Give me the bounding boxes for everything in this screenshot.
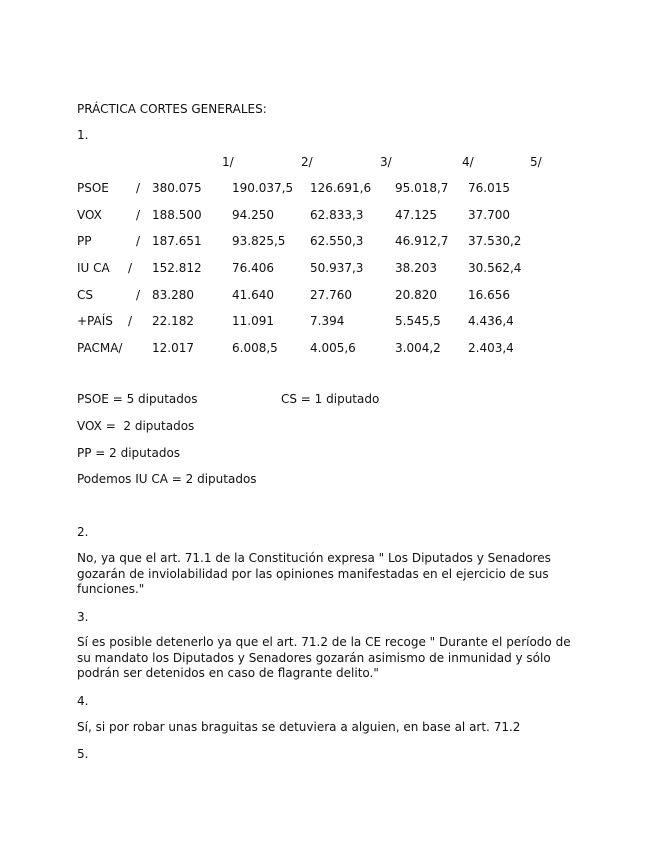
- quotient-1: 41.640: [232, 288, 274, 302]
- divisor-4: 4/: [462, 155, 474, 169]
- votes: 83.280: [152, 288, 194, 302]
- party-name: PP: [77, 234, 92, 248]
- quotient-2: 7.394: [310, 314, 345, 328]
- party-name: CS: [77, 288, 93, 302]
- divisor-2: 2/: [301, 155, 313, 169]
- question-1-number: 1.: [77, 128, 89, 142]
- document-title: PRÁCTICA CORTES GENERALES:: [77, 102, 267, 116]
- quotient-4: 37.700: [468, 208, 510, 222]
- quotient-1: 93.825,5: [232, 234, 286, 248]
- separator: /: [128, 314, 133, 328]
- party-name: PSOE: [77, 181, 109, 195]
- divisor-3: 3/: [380, 155, 392, 169]
- votes: 380.075: [152, 181, 202, 195]
- quotient-4: 4.436,4: [468, 314, 514, 328]
- question-4-answer: Sí, si por robar unas braguitas se detuviera a alguien, en base al art. 71.2: [77, 720, 521, 734]
- votes: 188.500: [152, 208, 202, 222]
- quotient-3: 38.203: [395, 261, 437, 275]
- party-name: PACMA/: [77, 341, 123, 355]
- votes: 187.651: [152, 234, 202, 248]
- quotient-2: 62.550,3: [310, 234, 364, 248]
- separator: /: [136, 234, 141, 248]
- quotient-2: 50.937,3: [310, 261, 364, 275]
- quotient-4: 30.562,4: [468, 261, 522, 275]
- quotient-1: 6.008,5: [232, 341, 278, 355]
- quotient-2: 126.691,6: [310, 181, 372, 195]
- quotient-3: 5.545,5: [395, 314, 441, 328]
- result-vox: VOX = 2 diputados: [77, 419, 195, 433]
- quotient-2: 4.005,6: [310, 341, 356, 355]
- question-3-answer: Sí es posible detenerlo ya que el art. 71.2 de la CE recoge " Durante el período de su mandato los Diputados y Senadores gozarán asimismo de inmunidad y sólo podrán ser detenidos en caso de flagrante delito.": [77, 635, 571, 680]
- result-psoe: PSOE = 5 diputados: [77, 392, 198, 406]
- question-5-number: 5.: [77, 747, 89, 761]
- votes: 22.182: [152, 314, 194, 328]
- divisor-1: 1/: [222, 155, 234, 169]
- result-pp: PP = 2 diputados: [77, 446, 181, 460]
- result-podemos: Podemos IU CA = 2 diputados: [77, 472, 257, 486]
- quotient-3: 20.820: [395, 288, 437, 302]
- quotient-3: 95.018,7: [395, 181, 449, 195]
- quotient-2: 62.833,3: [310, 208, 364, 222]
- party-name: IU CA: [77, 261, 110, 275]
- quotient-3: 46.912,7: [395, 234, 449, 248]
- quotient-3: 47.125: [395, 208, 437, 222]
- quotient-4: 2.403,4: [468, 341, 514, 355]
- quotient-1: 76.406: [232, 261, 274, 275]
- question-2-answer: No, ya que el art. 71.1 de la Constitución expresa " Los Diputados y Senadores gozarán de inviolabilidad por las opiniones manifestadas en el ejercicio de sus funciones.": [77, 551, 551, 596]
- quotient-3: 3.004,2: [395, 341, 441, 355]
- question-2-number: 2.: [77, 525, 89, 539]
- question-4-number: 4.: [77, 694, 89, 708]
- quotient-1: 94.250: [232, 208, 274, 222]
- separator: /: [136, 181, 141, 195]
- result-cs: CS = 1 diputado: [281, 392, 380, 406]
- separator: /: [136, 288, 141, 302]
- quotient-1: 190.037,5: [232, 181, 294, 195]
- quotient-2: 27.760: [310, 288, 352, 302]
- party-name: VOX: [77, 208, 102, 222]
- question-3-number: 3.: [77, 610, 89, 624]
- quotient-1: 11.091: [232, 314, 274, 328]
- quotient-4: 16.656: [468, 288, 510, 302]
- separator: /: [136, 208, 141, 222]
- quotient-4: 37.530,2: [468, 234, 522, 248]
- party-name: +PAÍS: [77, 314, 113, 328]
- votes: 12.017: [152, 341, 194, 355]
- votes: 152.812: [152, 261, 202, 275]
- divisor-5: 5/: [530, 155, 542, 169]
- separator: /: [128, 261, 133, 275]
- quotient-4: 76.015: [468, 181, 510, 195]
